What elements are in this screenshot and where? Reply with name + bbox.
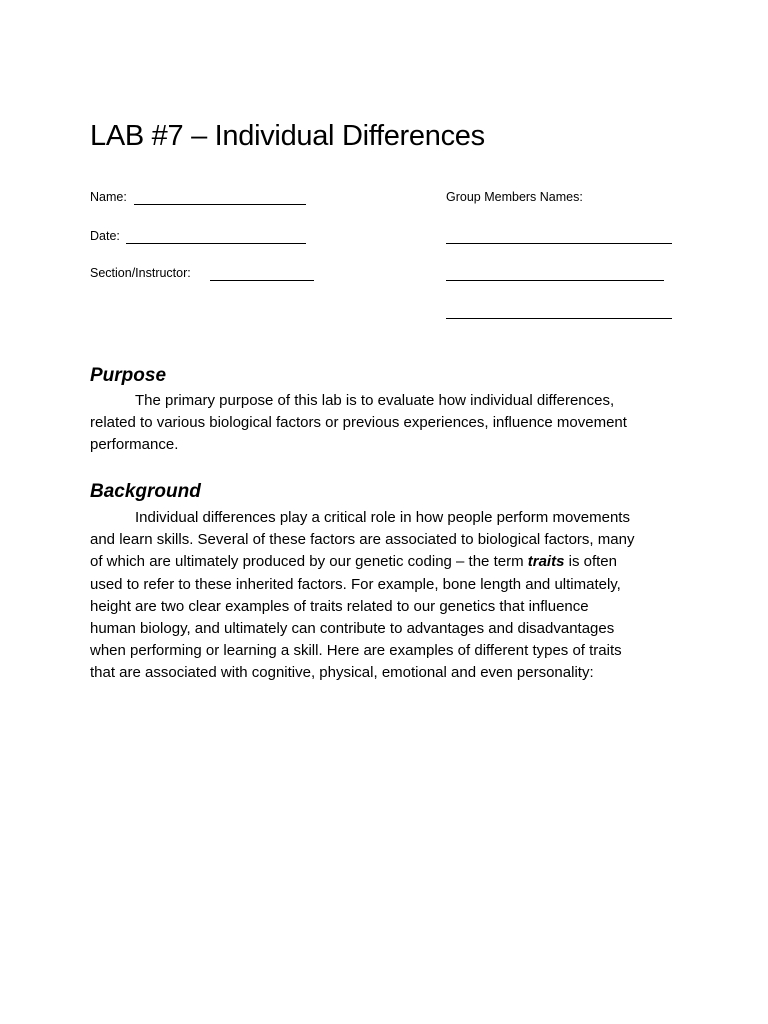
purpose-line: related to various biological factors or previous experiences, influence movement — [90, 414, 627, 432]
purpose-paragraph — [90, 390, 690, 457]
purpose-line: The primary purpose of this lab is to evaluate how individual differences, — [135, 392, 615, 409]
group-member-blank-line-1 — [446, 243, 672, 244]
group-members-label: Group Members Names: — [446, 190, 583, 204]
background-paragraph — [90, 507, 690, 685]
name-blank-line — [134, 204, 306, 205]
background-line: that are associated with cognitive, physical, emotional and even personality: — [90, 664, 594, 682]
section-instructor-field-label: Section/Instructor: — [90, 266, 191, 280]
background-line-text: of which are ultimately produced by our genetic coding – the term — [90, 553, 528, 571]
purpose-heading: Purpose — [90, 365, 167, 386]
background-line: height are two clear examples of traits related to our genetics that influence — [90, 597, 589, 615]
date-field-label: Date: — [90, 229, 120, 243]
date-blank-line — [126, 243, 306, 244]
background-line: used to refer to these inherited factors. For example, bone length and ultimately, — [90, 575, 621, 593]
name-field-label: Name: — [90, 190, 127, 204]
background-line — [90, 551, 690, 573]
background-line: and learn skills. Several of these factors are associated to biological factors, many — [90, 531, 635, 549]
traits-emphasis: traits — [527, 553, 565, 571]
background-line: Individual differences play a critical role in how people perform movements — [135, 509, 630, 526]
purpose-line: performance. — [90, 436, 179, 454]
group-member-blank-line-2 — [446, 280, 664, 281]
background-line: when performing or learning a skill. Here are examples of different types of traits — [90, 642, 622, 660]
document-title: LAB #7 – Individual Differences — [90, 120, 485, 152]
group-member-blank-line-3 — [446, 318, 672, 319]
background-line-text: is often — [564, 553, 617, 571]
background-heading: Background — [90, 481, 201, 502]
background-line: human biology, and ultimately can contribute to advantages and disadvantages — [90, 619, 615, 637]
section-instructor-blank-line — [210, 280, 314, 281]
